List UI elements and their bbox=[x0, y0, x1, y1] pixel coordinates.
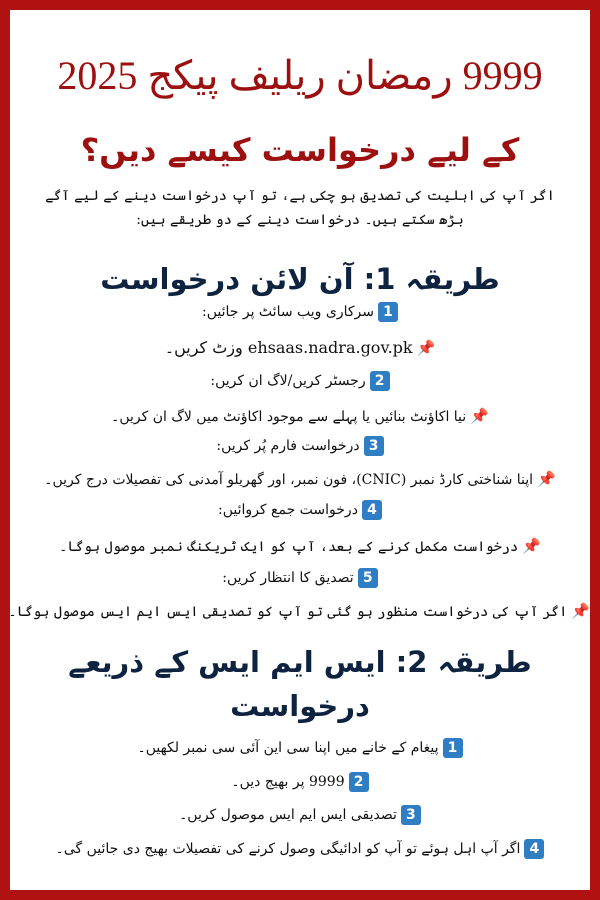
step-label: رجسٹر کریں/لاگ ان کریں: bbox=[210, 373, 366, 389]
method2-heading: طریقہ 2: ایس ایم ایس کے ذریعے درخواست bbox=[68, 645, 532, 723]
method1-step1 bbox=[10, 300, 590, 324]
method1-step4 bbox=[10, 498, 590, 522]
page-title-line1: 9999 رمضان ریلیف پیکج 2025 bbox=[57, 53, 543, 98]
method1-step3-detail bbox=[10, 467, 590, 492]
method1-step3 bbox=[10, 434, 590, 458]
method2-step3 bbox=[10, 803, 590, 827]
step-label: تصدیق کا انتظار کریں: bbox=[222, 570, 354, 586]
step-label: درخواست فارم پُر کریں: bbox=[216, 438, 360, 454]
pushpin-icon: 📌 bbox=[571, 602, 590, 620]
step-detail: اگر آپ کی درخواست منظور ہو گئی تو آپ کو تصدیقی ایس ایم ایس موصول ہوگا۔ bbox=[8, 604, 568, 620]
number-2-icon: 2 bbox=[370, 371, 390, 391]
method1-heading: طریقہ 1: آن لائن درخواست bbox=[100, 262, 500, 296]
pushpin-icon: 📌 bbox=[416, 339, 436, 357]
method2-step2 bbox=[10, 770, 590, 794]
number-5-icon: 5 bbox=[358, 568, 378, 588]
number-1-icon: 1 bbox=[443, 738, 463, 758]
method1-step1-detail bbox=[10, 336, 590, 361]
step-label: سرکاری ویب سائٹ پر جائیں: bbox=[202, 304, 374, 320]
method1-step2-detail bbox=[10, 404, 590, 429]
step-text: پیغام کے خانے میں اپنا سی این آئی سی نمبر لکھیں۔ bbox=[137, 740, 439, 756]
pushpin-icon: 📌 bbox=[522, 537, 541, 555]
step-text: تصدیقی ایس ایم ایس موصول کریں۔ bbox=[179, 807, 397, 823]
intro-paragraph: اگر آپ کی اہلیت کی تصدیق ہو چکی ہے، تو آپ درخواست دینے کے لیے آگے بڑھ سکتے ہیں۔ درخواست دینے کے دو طریقے ہیں: bbox=[45, 188, 555, 228]
number-1-icon: 1 bbox=[378, 302, 398, 322]
pushpin-icon: 📌 bbox=[470, 407, 489, 425]
number-3-icon: 3 bbox=[364, 436, 384, 456]
method1-step4-detail bbox=[10, 534, 590, 559]
method2-step4 bbox=[10, 837, 590, 861]
step-detail: نیا اکاؤنٹ بنائیں یا پہلے سے موجود اکاؤنٹ میں لاگ ان کریں۔ bbox=[111, 409, 467, 425]
step-text: 9999 پر بھیج دیں۔ bbox=[231, 774, 345, 790]
step-detail: درخواست مکمل کرنے کے بعد، آپ کو ایک ٹریکنگ نمبر موصول ہوگا۔ bbox=[59, 539, 519, 555]
step-text: اگر آپ اہل ہوئے تو آپ کو ادائیگی وصول کرنے کی تفصیلات بھیج دی جائیں گی۔ bbox=[55, 841, 521, 857]
page-title-line2: کے لیے درخواست کیسے دیں؟ bbox=[80, 131, 520, 169]
method1-step5 bbox=[10, 566, 590, 590]
website-link-text: ehsaas.nadra.gov.pk وزٹ کریں۔ bbox=[164, 338, 413, 357]
number-3-icon: 3 bbox=[401, 805, 421, 825]
pushpin-icon: 📌 bbox=[537, 470, 556, 488]
method1-step2 bbox=[10, 369, 590, 393]
number-4-icon: 4 bbox=[524, 839, 544, 859]
number-4-icon: 4 bbox=[362, 500, 382, 520]
method1-step5-detail bbox=[10, 599, 590, 624]
number-2-icon: 2 bbox=[349, 772, 369, 792]
step-detail: اپنا شناختی کارڈ نمبر (CNIC)، فون نمبر، اور گھریلو آمدنی کی تفصیلات درج کریں۔ bbox=[44, 472, 534, 488]
step-label: درخواست جمع کروائیں: bbox=[218, 502, 358, 518]
method2-step1 bbox=[10, 736, 590, 760]
